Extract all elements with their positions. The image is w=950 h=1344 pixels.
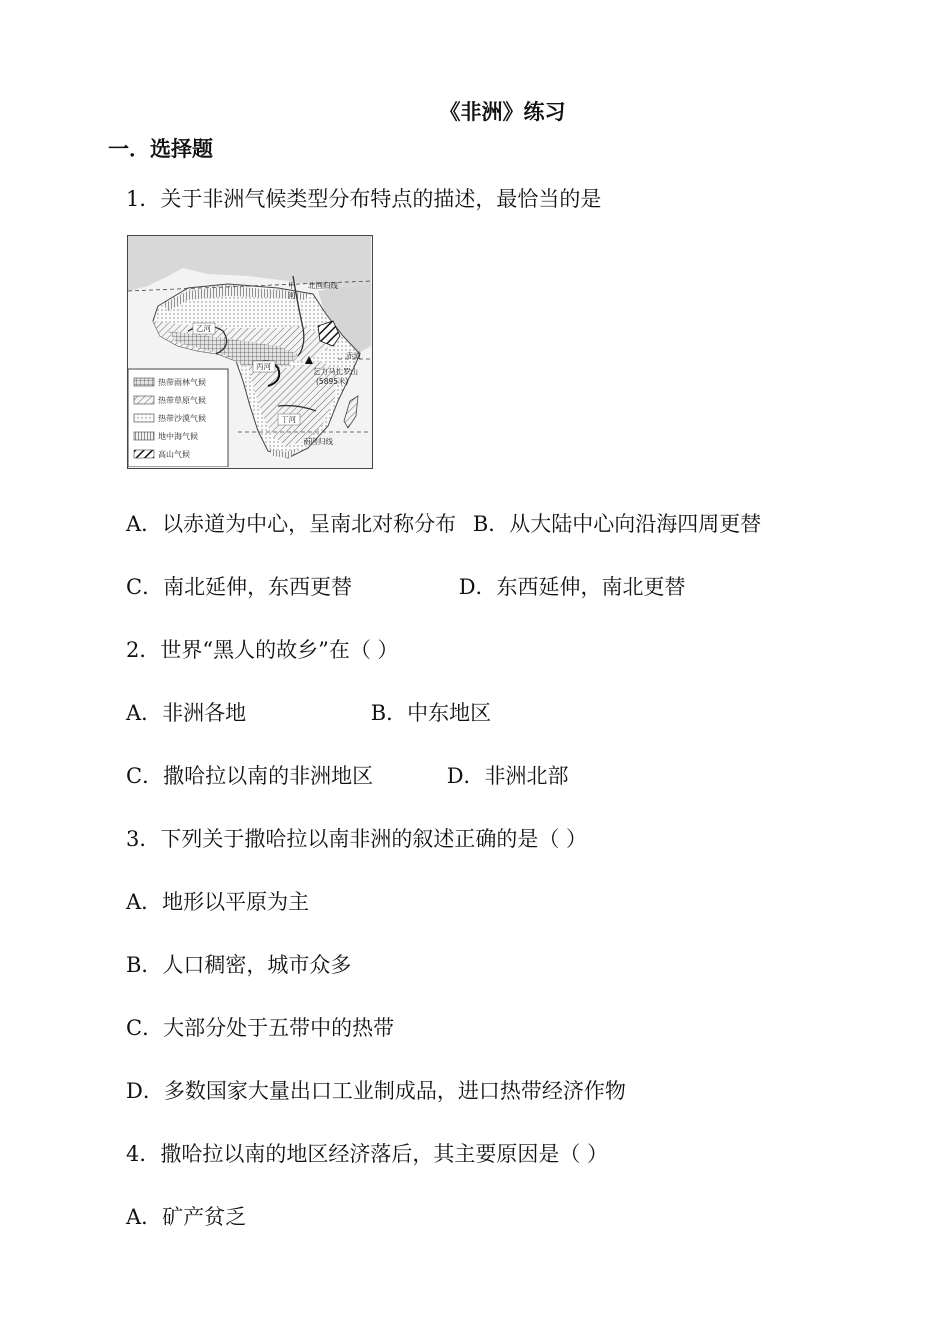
label-tropic-north: 北回归线: [308, 281, 338, 290]
label-tropic-south: 南回归线: [303, 437, 333, 446]
label-bing-river: 丙河: [256, 362, 271, 371]
q1-option-c[interactable]: C．南北延伸，东西更替: [126, 575, 353, 599]
q2-option-d[interactable]: D．非洲北部: [446, 764, 569, 788]
q1-option-b[interactable]: B．从大陆中心向沿海四周更替: [472, 512, 762, 536]
legend-savanna: 热带草原气候: [158, 396, 206, 405]
label-jia-river-2: 河: [288, 291, 296, 300]
label-jia-river-1: 甲: [288, 281, 296, 290]
africa-map-figure: [128, 236, 371, 467]
question-2-options-row-2: [126, 760, 569, 790]
africa-climate-map: [127, 235, 373, 469]
q3-option-b[interactable]: B．人口稠密，城市众多: [126, 953, 352, 977]
q1-option-a[interactable]: A．以赤道为中心，呈南北对称分布: [126, 512, 457, 536]
legend-desert: 热带沙漠气候: [158, 414, 206, 423]
q3-option-a[interactable]: A．地形以平原为主: [126, 890, 310, 914]
q3-option-c[interactable]: C．大部分处于五带中的热带: [126, 1016, 395, 1040]
legend-mediterranean: 地中海气候: [158, 432, 198, 441]
label-mountain: 乞力马扎罗山: [313, 367, 358, 376]
legend-rainforest: 热带雨林气候: [158, 378, 206, 387]
label-equator: 赤道: [346, 351, 361, 360]
question-2-options-row-1: [126, 697, 491, 727]
question-4-stem: 4．撒哈拉以南的地区经济落后，其主要原因是（ ）: [126, 1142, 609, 1166]
question-1-options-row-2: [126, 571, 686, 601]
question-1-options-row-1: [126, 508, 761, 538]
q3-option-d[interactable]: D．多数国家大量出口工业制成品，进口热带经济作物: [126, 1079, 626, 1103]
section-heading: 一．选择题: [108, 137, 213, 161]
question-3-stem: 3．下列关于撒哈拉以南非洲的叙述正确的是（ ）: [126, 827, 588, 851]
q2-option-a[interactable]: A．非洲各地: [126, 701, 247, 725]
q1-option-d[interactable]: D．东西延伸，南北更替: [458, 575, 686, 599]
page-title: 《非洲》练习: [439, 100, 566, 124]
legend-highland: 高山气候: [158, 450, 190, 459]
question-2-stem: 2．世界“黑人的故乡”在（ ）: [126, 638, 399, 662]
madagascar: [344, 396, 358, 428]
q2-option-c[interactable]: C．撒哈拉以南的非洲地区: [126, 764, 374, 788]
label-yi-river: 乙河: [196, 324, 211, 333]
question-1-stem: 1．关于非洲气候类型分布特点的描述，最恰当的是: [126, 187, 602, 211]
q2-option-b[interactable]: B．中东地区: [370, 701, 492, 725]
q4-option-a[interactable]: A．矿产贫乏: [126, 1205, 247, 1229]
label-ding-river: 丁河: [281, 415, 296, 424]
label-mountain-height: (5895米): [316, 377, 349, 386]
